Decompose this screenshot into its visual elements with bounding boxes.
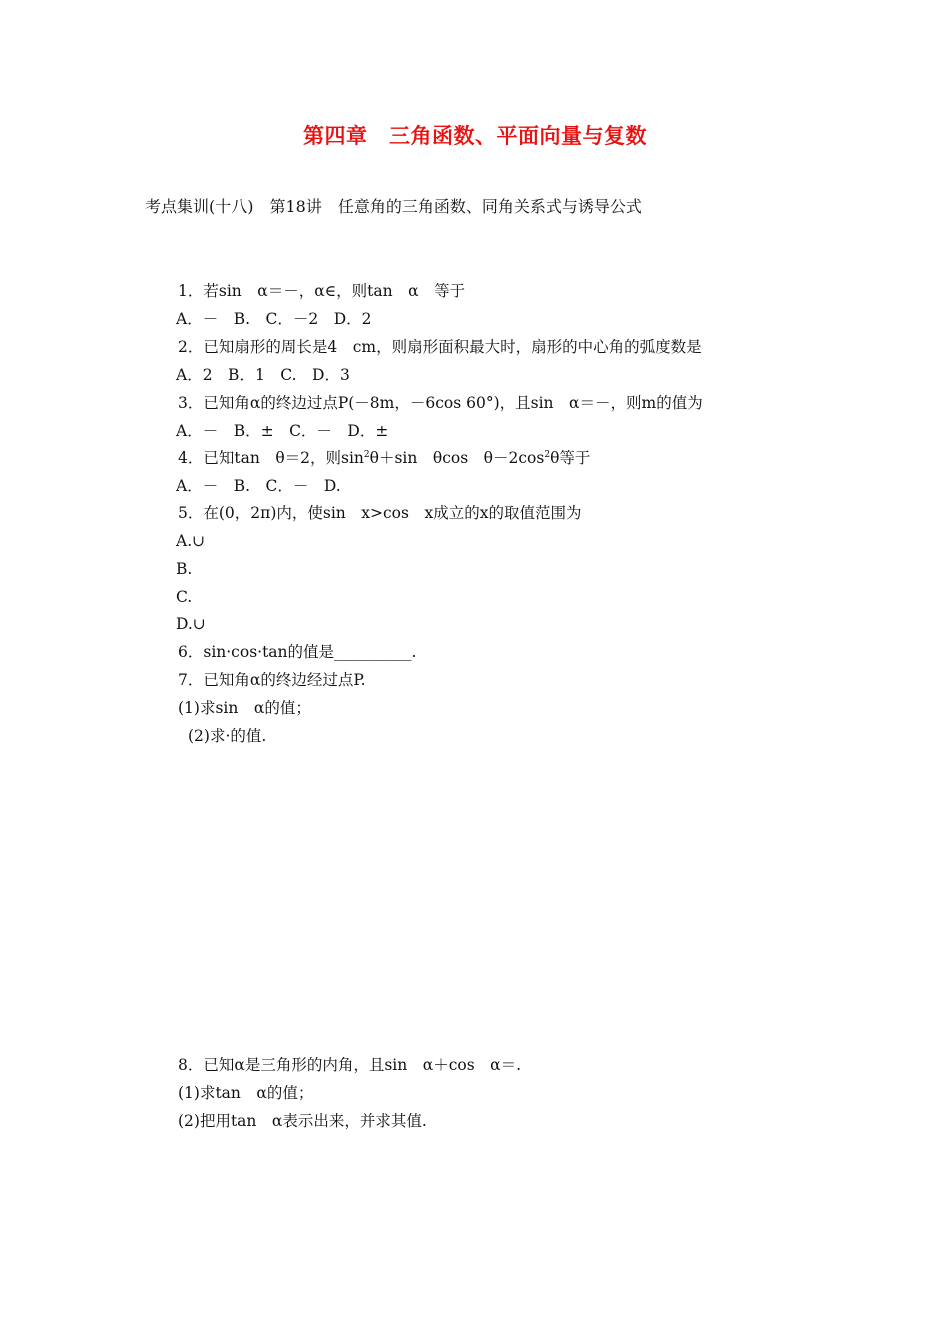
question-7-part-2: (2)求·的值. — [188, 727, 267, 745]
question-7-stem: 7．已知角α的终边经过点P. — [178, 671, 366, 689]
question-5-option-b: B. — [176, 560, 193, 578]
question-4-stem-part3: θ等于 — [550, 449, 591, 467]
question-2-stem: 2．已知扇形的周长是4 cm，则扇形面积最大时，扇形的中心角的弧度数是 — [178, 338, 702, 356]
chapter-title: 第四章 三角函数、平面向量与复数 — [303, 124, 647, 148]
question-7-part-1: (1)求sin α的值； — [178, 699, 311, 717]
question-4-stem-part1: 4．已知tan θ＝2，则sin — [178, 449, 364, 467]
question-5-option-c: C. — [176, 588, 193, 606]
question-8-stem: 8．已知α是三角形的内角，且sin α＋cos α＝. — [178, 1056, 522, 1074]
question-8-part-2: (2)把用tan α表示出来，并求其值. — [178, 1112, 427, 1130]
question-5-option-a: A.∪ — [176, 532, 206, 550]
question-8-part-1: (1)求tan α的值； — [178, 1084, 314, 1102]
question-1-stem: 1．若sin α＝－，α∈，则tan α 等于 — [178, 282, 466, 300]
section-title: 考点集训(十八) 第18讲 任意角的三角函数、同角关系式与诱导公式 — [145, 197, 642, 216]
question-5-option-d: D.∪ — [176, 615, 206, 633]
question-3-stem: 3．已知角α的终边过点P(－8m，－6cos 60°)，且sin α＝－，则m的值为 — [178, 394, 703, 412]
superscript-2: 2 — [363, 450, 370, 460]
question-1-options: A．－ B. C．－2 D．2 — [176, 310, 372, 328]
question-3-options: A．－ B．± C．－ D．± — [176, 422, 389, 440]
question-2-options: A．2 B．1 C. D．3 — [176, 366, 350, 384]
question-4-stem — [178, 448, 590, 468]
superscript-2: 2 — [544, 450, 551, 460]
question-4-options: A．－ B. C．－ D. — [176, 477, 341, 495]
question-6-stem: 6．sin·cos·tan的值是__________. — [178, 643, 417, 661]
question-5-stem: 5．在(0，2π)内，使sin x>cos x成立的x的取值范围为 — [178, 504, 582, 522]
question-4-stem-part2: θ＋sin θcos θ－2cos — [369, 449, 545, 467]
